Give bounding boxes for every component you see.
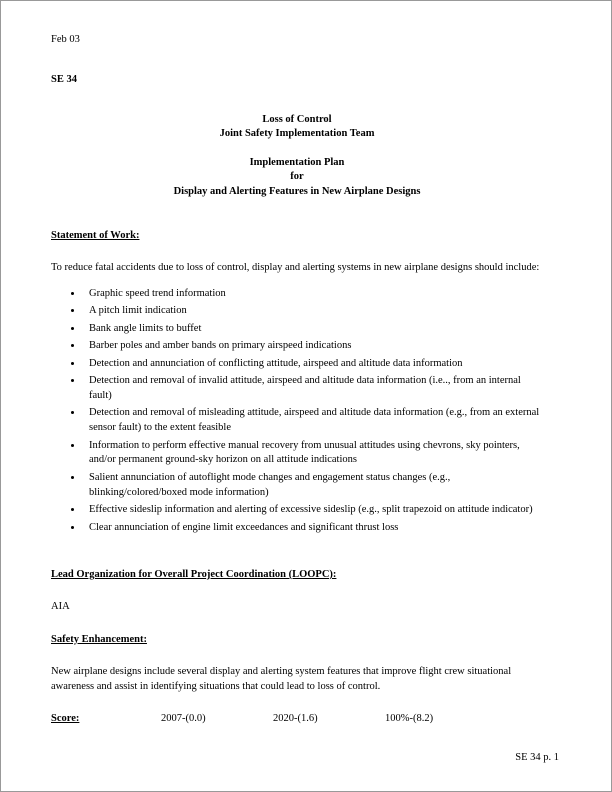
spacer bbox=[51, 615, 543, 633]
statement-of-work-heading: Statement of Work: bbox=[51, 230, 140, 242]
score-value-2007: 2007-(0.0) bbox=[161, 713, 206, 725]
page-footer: SE 34 p. 1 bbox=[515, 752, 559, 763]
spacer bbox=[51, 199, 543, 229]
title-line-1: Loss of Control bbox=[262, 113, 332, 125]
list-item: • Detection and removal of misleading attitude, airspeed and altitude data information (e.g., from an external sensor fault) to the extent feasible bbox=[83, 406, 543, 436]
safety-enhancement-text: New airplane designs include several display and alerting system features that improve flight crew situational awareness and assist in identifying situations that could lead to loss of control. bbox=[51, 665, 512, 692]
spacer bbox=[51, 538, 543, 568]
list-item: • Effective sideslip information and alerting of excessive sideslip (e.g., split trapezoid on attitude indicator) bbox=[83, 503, 543, 518]
list-item: • Information to perform effective manual recovery from unusual attitudes using chevrons, sky pointers, and/or permanent ground-sky horizon on all attitude indications bbox=[83, 439, 543, 469]
subtitle-line-1: Implementation Plan bbox=[249, 156, 345, 168]
spacer bbox=[51, 582, 543, 600]
title-line-2: Joint Safety Implementation Team bbox=[219, 128, 375, 140]
list-item: • Graphic speed trend information bbox=[83, 287, 543, 302]
statement-of-work-intro: To reduce fatal accidents due to loss of control, display and alerting systems in new airplane designs should include: bbox=[51, 262, 540, 273]
list-item: • Bank angle limits to buffet bbox=[83, 322, 543, 337]
loopc-value: AIA bbox=[51, 600, 70, 612]
title-block bbox=[51, 113, 543, 199]
spacer bbox=[51, 694, 543, 712]
list-item: • Barber poles and amber bands on primary airspeed indications bbox=[83, 339, 543, 354]
score-label: Score: bbox=[51, 713, 80, 725]
loopc-heading: Lead Organization for Overall Project Coordination (LOOPC): bbox=[51, 569, 337, 580]
list-item: • Detection and removal of invalid attitude, airspeed and altitude data information (i.e.., from an internal fault) bbox=[83, 374, 543, 404]
list-item: • Clear annunciation of engine limit exceedances and significant thrust loss bbox=[83, 521, 543, 536]
safety-enhancement-id: SE 34 bbox=[51, 73, 77, 85]
score-value-2020: 2020-(1.6) bbox=[273, 713, 318, 725]
subtitle-line-3: Display and Alerting Features in New Airplane Designs bbox=[173, 185, 421, 197]
list-item: • Salient annunciation of autoflight mode changes and engagement status changes (e.g., blinking/colored/boxed mode information) bbox=[83, 471, 543, 501]
title-gap bbox=[51, 142, 543, 156]
statement-of-work-bullets bbox=[51, 287, 543, 536]
safety-enhancement-heading: Safety Enhancement: bbox=[51, 633, 147, 645]
spacer bbox=[51, 276, 543, 287]
document-date: Feb 03 bbox=[51, 34, 80, 45]
score-row bbox=[51, 712, 543, 726]
spacer bbox=[51, 647, 543, 665]
spacer bbox=[51, 243, 543, 261]
page-content bbox=[51, 33, 543, 726]
subtitle-line-2: for bbox=[290, 171, 304, 183]
score-value-percent: 100%-(8.2) bbox=[385, 713, 434, 725]
list-item: • Detection and annunciation of conflicting attitude, airspeed and altitude data information bbox=[83, 357, 543, 372]
list-item: • A pitch limit indication bbox=[83, 304, 543, 319]
